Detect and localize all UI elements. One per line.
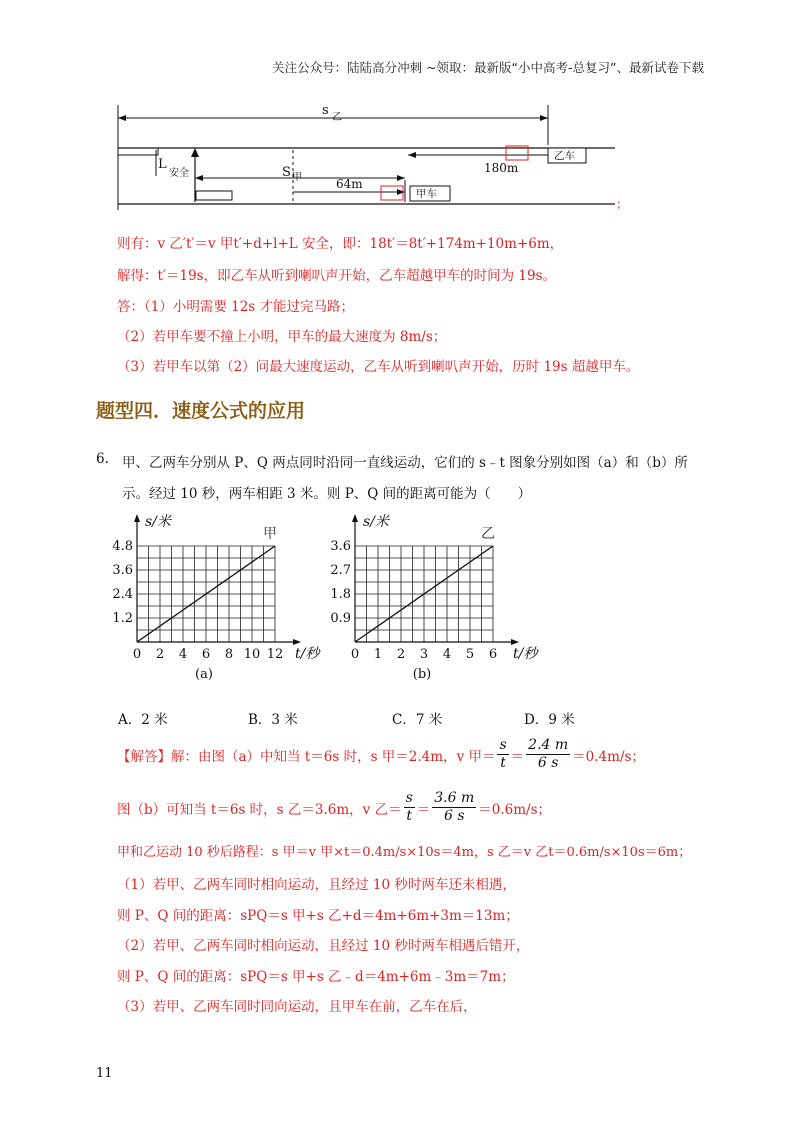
x-tick-label: 0 <box>350 647 360 662</box>
s-jia-label: S <box>282 165 291 180</box>
prev-solution-line-5: （3）若甲车以第（2）问最大速度运动，乙车从听到喇叭声开始，历时 19s 超越甲车。 <box>117 359 640 375</box>
y-axis-label: s/米 <box>145 514 171 530</box>
equals-sign: ＝ <box>510 748 525 765</box>
series-label: 乙 <box>481 526 495 542</box>
series-label: 甲 <box>263 526 277 542</box>
answer-line-4: （1）若甲、乙两车同时相向运动，且经过 10 秒时两车还未相遇， <box>117 877 516 893</box>
x-tick-label: 10 <box>243 647 261 662</box>
x-tick-label: 6 <box>488 647 498 662</box>
answer-l2-post: ＝0.6m/s； <box>478 801 552 818</box>
prev-solution-line-4: （2）若甲车要不撞上小明，甲车的最大速度为 8m/s； <box>117 329 447 345</box>
s-jia-sub: 甲 <box>292 172 302 183</box>
answer-line-6: （2）若甲、乙两车同时相向运动，且经过 10 秒时两车相遇后错开， <box>117 938 530 954</box>
answer-line-2 <box>117 790 551 825</box>
prev-solution-line-1: 则有：v 乙′t′＝v 甲t′+d+l+L 安全，即：18t′＝8t′+174m+10m+6m， <box>117 236 564 252</box>
prev-solution-line-2: 解得：t′＝19s，即乙车从听到喇叭声开始，乙车超越甲车的时间为 19s。 <box>117 268 556 284</box>
question-line-1: 甲、乙两车分别从 P、Q 两点同时沿同一直线运动，它们的 s﹣t 图象分别如图（a）和（b）所 <box>122 455 688 471</box>
road-diagram <box>100 100 640 215</box>
answer-l2-pre: 图（b）可知当 t＝6s 时，s 乙＝3.6m，v 乙＝ <box>117 801 402 818</box>
x-tick-label: 4 <box>442 647 452 662</box>
x-tick-label: 6 <box>201 647 211 662</box>
prev-solution-line-3: 答：（1）小明需要 12s 才能过完马路； <box>117 299 355 315</box>
fraction-value: $\frac{2.4 m}{6 s}$ <box>528 737 569 771</box>
y-tick-label: 1.2 <box>112 611 133 626</box>
answer-line-5: 则 P、Q 间的距离：sPQ＝s 甲+s 乙+d＝4m+6m+3m＝13m； <box>117 908 519 924</box>
y-axis-label: s/米 <box>363 514 389 530</box>
answer-l1-pre: 解：由图（a）中知当 t＝6s 时，s 甲＝2.4m，v 甲＝ <box>171 748 496 765</box>
page-header: 关注公众号：陆陆高分冲刺 ~领取：最新版“小中高考-总复习”、最新试卷下载 <box>272 60 704 75</box>
page-number: 11 <box>96 1066 113 1081</box>
answer-l1-post: ＝0.4m/s； <box>572 748 645 765</box>
dist-64: 64m <box>336 177 363 191</box>
x-tick-label: 2 <box>155 647 165 662</box>
y-tick-label: 0.9 <box>330 611 351 626</box>
s-yi-sub: 乙 <box>332 112 342 123</box>
answer-tag: 【解答】 <box>117 748 171 765</box>
x-tick-label: 4 <box>178 647 188 662</box>
car-yi: 乙车 <box>554 150 575 162</box>
x-tick-label: 5 <box>465 647 475 662</box>
x-axis-arrow <box>293 639 301 645</box>
chart-a <box>100 505 330 685</box>
fraction-value: $\frac{3.6 m}{6 s}$ <box>434 790 475 824</box>
question-number: 6. <box>96 451 109 467</box>
x-tick-label: 0 <box>132 647 142 662</box>
x-tick-label: 12 <box>266 647 284 662</box>
x-tick-label: 1 <box>373 647 383 662</box>
chart-caption: (b) <box>412 667 432 682</box>
fraction-s-over-t: $\frac{s}{t}$ <box>499 737 507 771</box>
l-safe-label: L <box>158 157 167 172</box>
answer-line-1 <box>117 737 645 772</box>
option-d[interactable]: D．9 米 <box>524 712 575 728</box>
y-tick-label: 2.4 <box>112 587 133 602</box>
x-tick-label: 8 <box>224 647 234 662</box>
option-b[interactable]: B．3 米 <box>248 712 298 728</box>
answer-line-8: （3）若甲、乙两车同时同向运动，且甲车在前，乙车在后， <box>117 999 477 1015</box>
answer-line-7: 则 P、Q 间的距离：sPQ＝s 甲+s 乙﹣d＝4m+6m﹣3m＝7m； <box>117 969 515 985</box>
x-tick-label: 2 <box>396 647 406 662</box>
x-axis-label: t/秒 <box>295 646 320 662</box>
car-jia: 甲车 <box>416 188 437 200</box>
chart-caption: (a) <box>195 667 213 682</box>
chart-b <box>318 505 548 685</box>
y-axis-arrow <box>134 514 140 522</box>
question-line-2: 示。经过 10 秒，两车相距 3 米。则 P、Q 间的距离可能为（ ） <box>122 486 532 502</box>
y-tick-label: 3.6 <box>112 563 133 578</box>
option-a[interactable]: A．2 米 <box>118 712 168 728</box>
l-safe-sub: 安全 <box>169 168 189 179</box>
x-axis-label: t/秒 <box>513 646 538 662</box>
equals-sign: ＝ <box>416 801 431 818</box>
x-tick-label: 3 <box>419 647 429 662</box>
s-yi-label: s <box>322 103 329 118</box>
option-c[interactable]: C．7 米 <box>392 712 443 728</box>
y-tick-label: 4.8 <box>112 539 133 554</box>
x-axis-arrow <box>511 639 519 645</box>
y-tick-label: 2.7 <box>330 563 351 578</box>
y-tick-label: 1.8 <box>330 587 351 602</box>
fraction-s-over-t: $\frac{s}{t}$ <box>405 790 413 824</box>
dist-180: 180m <box>484 161 519 175</box>
section-title: 题型四．速度公式的应用 <box>96 400 306 422</box>
y-tick-label: 3.6 <box>330 539 351 554</box>
answer-line-3: 甲和乙运动 10 秒后路程：s 甲＝v 甲×t＝0.4m/s×10s＝4m，s 乙＝v 乙t＝0.6m/s×10s＝6m； <box>117 845 692 860</box>
y-axis-arrow <box>352 514 358 522</box>
semicolon: ； <box>616 197 629 211</box>
